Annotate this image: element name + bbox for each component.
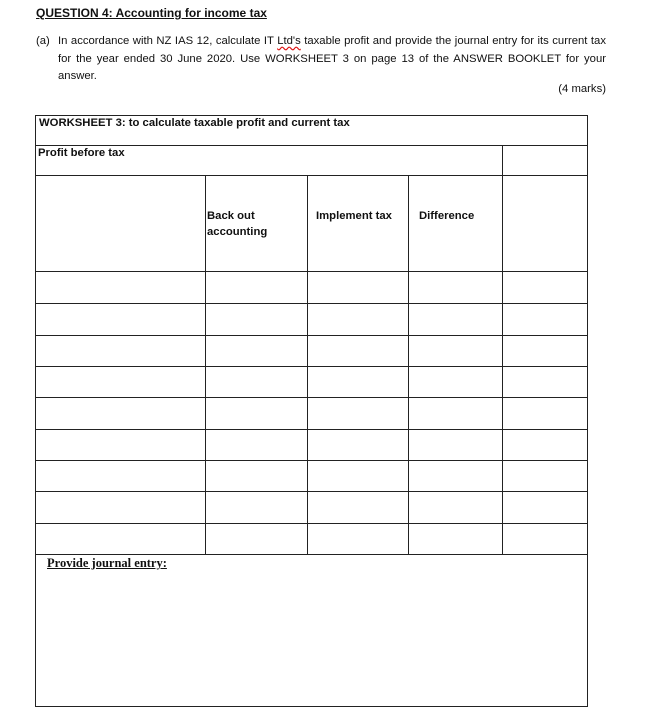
- spellcheck-flagged-word[interactable]: Ltd's: [277, 35, 301, 47]
- journal-entry-label: Provide journal entry:: [47, 556, 167, 570]
- column-header-back-out-accounting: Back out accounting: [207, 210, 268, 238]
- question-text-end: taxable profit and provide the journal entry for its current tax for the year ended 30 June 2020. Use WORKSHEET 3 on page 13 of the ANSWER BOOKLET for your answer.: [58, 35, 606, 82]
- marks-label: (4 marks): [558, 83, 606, 95]
- column-header-difference: Difference: [419, 210, 475, 222]
- question-text-start: In accordance with NZ IAS 12, calculate IT: [58, 35, 278, 47]
- question-title: QUESTION 4: Accounting for income tax: [36, 6, 267, 20]
- part-label: (a): [36, 35, 50, 47]
- column-header-implement-tax: Implement tax: [316, 210, 392, 222]
- worksheet-title: WORKSHEET 3: to calculate taxable profit and current tax: [39, 117, 350, 129]
- profit-before-tax-label: Profit before tax: [38, 147, 125, 159]
